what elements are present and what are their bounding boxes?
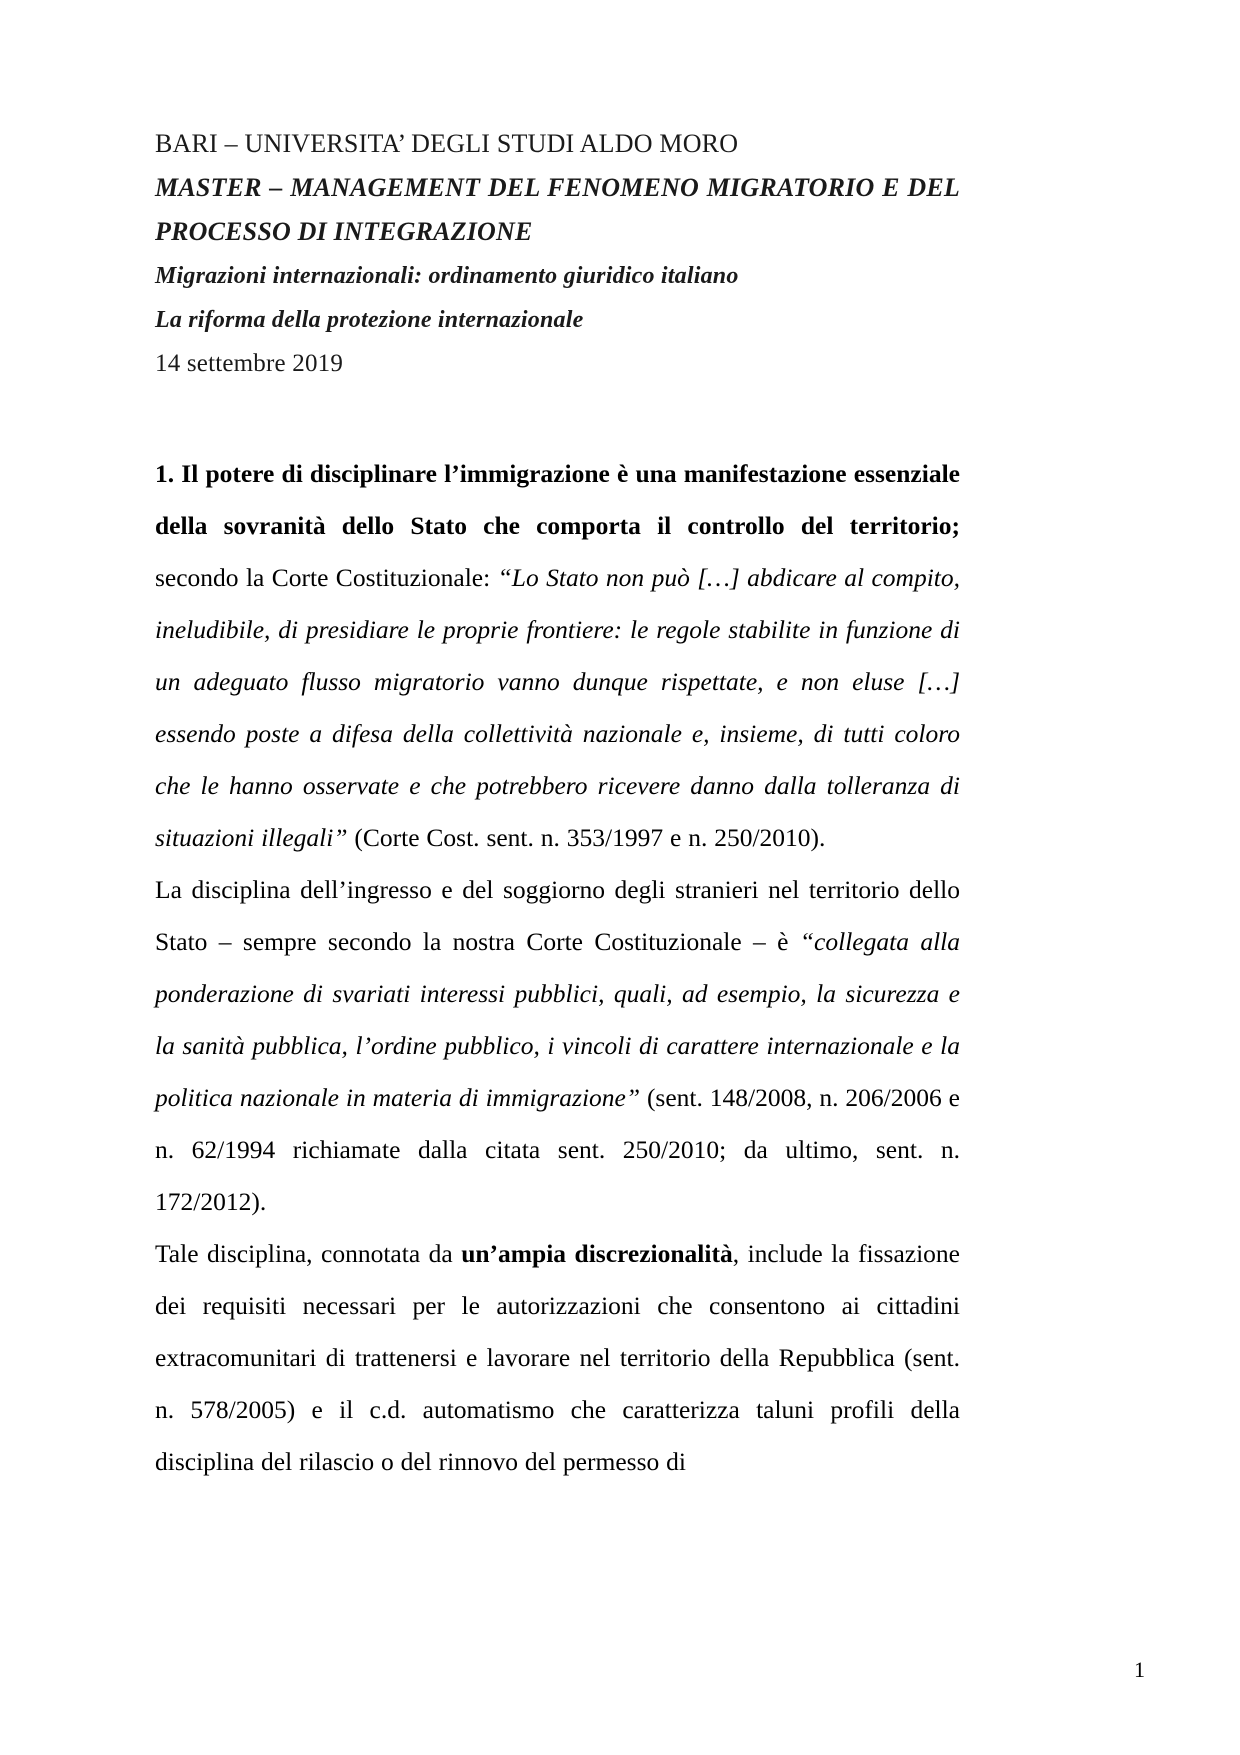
header-body-spacer bbox=[155, 386, 960, 448]
page-number: 1 bbox=[1134, 1657, 1145, 1682]
paragraph-2-part-2: (sent. 148/2008, n. 206/2006 e n. 62/1994 richiamate dalla citata sent. 250/2010; da ultimo, sent. n. 172/2012). bbox=[155, 1083, 960, 1216]
paragraph-2 bbox=[155, 864, 960, 1228]
header-master-title-line2: PROCESSO DI INTEGRAZIONE bbox=[155, 217, 533, 246]
paragraph-3-part-2: , include la fissazione dei requisiti necessari per le autorizzazioni che consentono ai cittadini extracomunitari di trattenersi e lavorare nel territorio della Repubblica (sent. n. 578/2005) e il c.d. automatismo che caratterizza taluni profili della disciplina del rilascio o del rinnovo del permesso di bbox=[155, 1239, 960, 1476]
document-content bbox=[155, 122, 960, 1488]
paragraph-3 bbox=[155, 1228, 960, 1488]
paragraph-1-lead-after: secondo la Corte Costituzionale: bbox=[155, 563, 498, 592]
paragraph-1-number: 1. bbox=[155, 459, 175, 488]
paragraph-2-part-1: La disciplina dell’ingresso e del soggiorno degli stranieri nel territorio dello Stato – sempre secondo la nostra Corte Costituzionale – è bbox=[155, 875, 960, 956]
header-course: Migrazioni internazionali: ordinamento giuridico italiano bbox=[155, 263, 739, 289]
header-institution: BARI – UNIVERSITA’ DEGLI STUDI ALDO MORO bbox=[155, 129, 739, 158]
paragraph-1-citation: (Corte Cost. sent. n. 353/1997 e n. 250/2010). bbox=[347, 823, 826, 852]
header-subject: La riforma della protezione internazionale bbox=[155, 307, 584, 333]
header-master-title-line1: MASTER – MANAGEMENT DEL FENOMENO MIGRATORIO E DEL bbox=[155, 173, 960, 202]
paragraph-3-bold: un’ampia discrezionalità bbox=[461, 1239, 733, 1268]
paragraph-3-part-1: Tale disciplina, connotata da bbox=[155, 1239, 462, 1268]
paragraph-1-quote: “Lo Stato non può […] abdicare al compito, ineludibile, di presidiare le proprie frontiere: le regole stabilite in funzione di un adeguato flusso migratorio vanno dunque rispettate, e non eluse […] essendo poste a difesa della collettività nazionale e, insieme, di tutti coloro che le hanno osservate e che potrebbero ricevere danno dalla tolleranza di situazioni illegali” bbox=[155, 563, 960, 852]
paragraph-1-bold-lead: Il potere di disciplinare l’immigrazione è una manifestazione essenziale della sovranità dello Stato che comporta il controllo del territorio; bbox=[155, 459, 960, 540]
paragraph-1 bbox=[155, 448, 960, 864]
paragraph-2-quote: “collegata alla ponderazione di svariati interessi pubblici, quali, ad esempio, la sicurezza e la sanità pubblica, l’ordine pubblico, i vincoli di carattere internazionale e la politica nazionale in materia di immigrazione” bbox=[155, 927, 960, 1112]
header-date: 14 settembre 2019 bbox=[155, 350, 344, 377]
